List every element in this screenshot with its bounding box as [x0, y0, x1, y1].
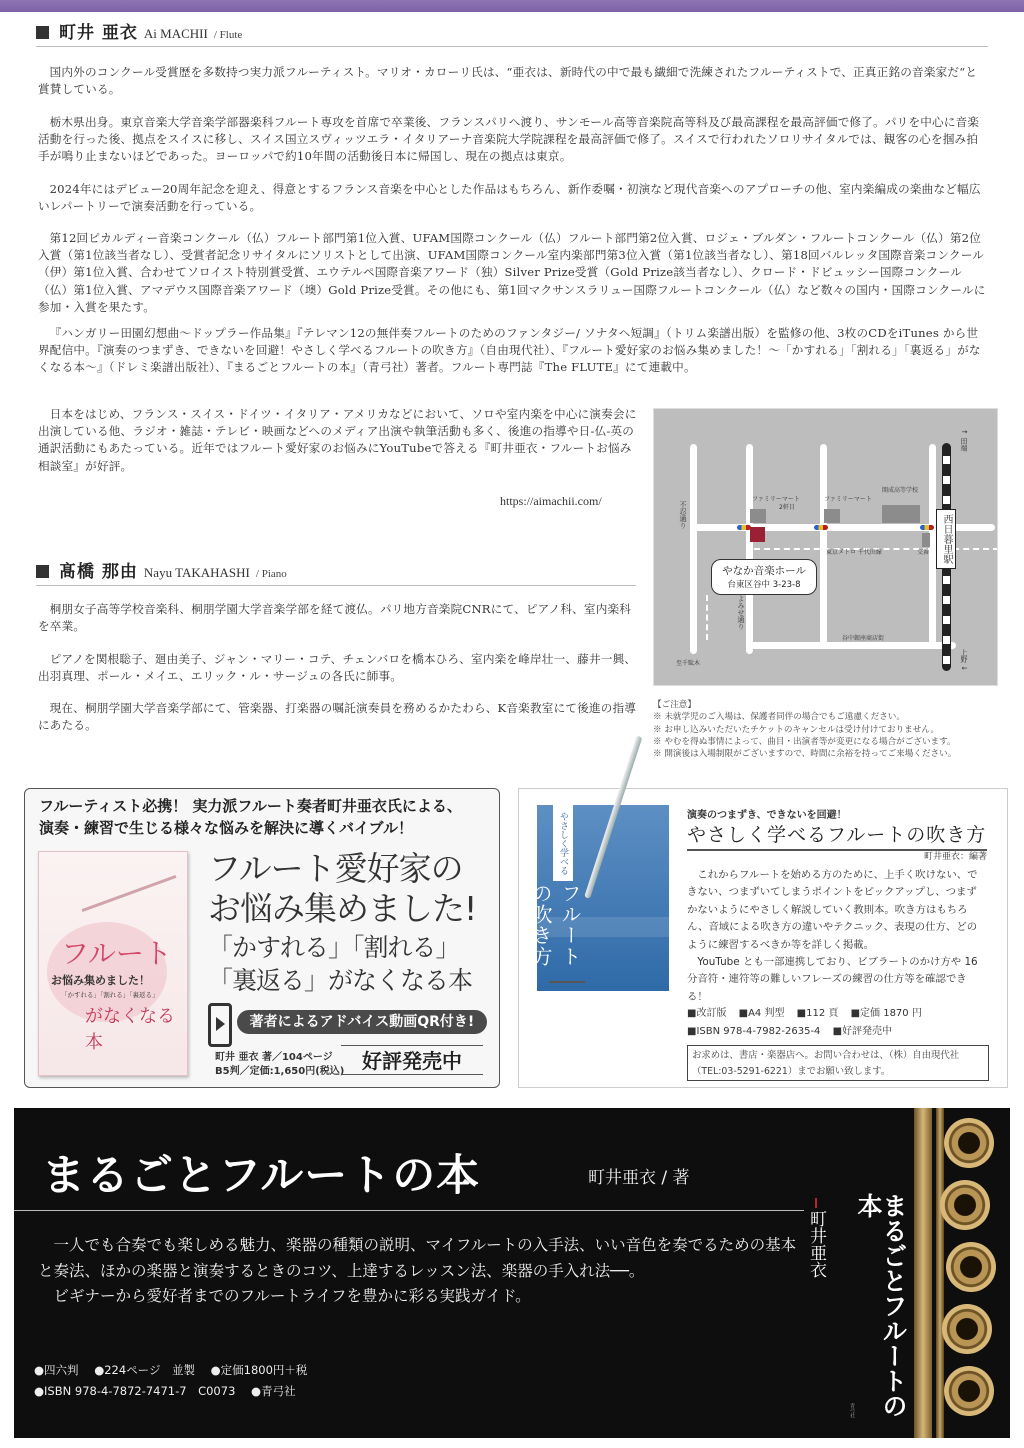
flute-key [946, 1242, 996, 1292]
top-accent-band [0, 0, 1024, 12]
bio-paragraph: 2024年にはデビュー20周年記念を迎え、得意とするフランス音楽を中心とした作品はもちろん、新作委嘱・初演など現代音楽へのアプローチの他、室内楽編成の楽曲など幅広いレパートリーで演奏活動を行っている。 [38, 182, 981, 214]
building-police [922, 533, 930, 547]
cover-tail: がなくなる 本 [85, 1006, 175, 1053]
map-label: ファミリーマート [752, 496, 800, 503]
bio-paragraph: 桐朋女子高等学校音楽科、桐朋学園大学音楽学部を経て渡仏。パリ地方音楽院CNRにて、ピアノ科、室内楽科を卒業。 [38, 602, 632, 634]
notice-item: ※ 未就学児のご入場は、保護者同伴の場合でもご遠慮ください。 [653, 712, 905, 723]
smartphone-video-icon [208, 1003, 232, 1047]
ad-headline-line: フルート愛好家の [208, 849, 463, 888]
flute-key [944, 1118, 994, 1168]
book-cover-onayami [38, 851, 188, 1076]
road-yomise [746, 444, 753, 654]
notice-item: ※ 開演後は入場制限がございますので、時間に余裕を持ってご来場ください。 [653, 749, 957, 760]
cover-title: フルート [61, 937, 172, 970]
venue-address: 台東区谷中 3-23-8 [727, 580, 801, 590]
ad-book-specs [687, 1005, 931, 1040]
spec-item: ■A4 判型 [738, 1008, 785, 1019]
ad-book-author: 町井亜衣：編著 [923, 852, 987, 862]
map-label: ↑ 田端 [960, 429, 968, 452]
ad-yasashiku-book [518, 788, 1008, 1088]
road-fushimi [690, 444, 697, 654]
play-icon [216, 1017, 225, 1031]
cover-small: 「かすれる」「割れる」「裏返る」 [61, 991, 159, 999]
profile-name-jp: 髙橋 那由 [59, 562, 138, 582]
cover-ribbon: やさしく学べる [553, 805, 573, 881]
spec-item: ●青弓社 [251, 1384, 296, 1398]
map-label: 2軒目 [779, 504, 795, 511]
contact-line: （TEL:03-5291-6221）までお願い致します。 [692, 1066, 891, 1077]
ad-book-description [687, 867, 987, 1006]
flute-key [944, 1366, 994, 1416]
book-meta-line: B5判／定価:1,650円(税込) [215, 1066, 345, 1077]
flute-key [942, 1304, 992, 1354]
ad-headline-line: お悩み集めました! [208, 889, 477, 928]
profile-name-en: Ai MACHII [143, 26, 208, 41]
bio-paragraph: 現在、桐朋学園大学音楽学部にて、管楽器、打楽器の嘱託演奏員を務めるかたわら、K音楽教室にて後進の指導にあたる。 [38, 701, 637, 733]
notice-title: 【ご注意】 [653, 700, 696, 710]
building-familymart-2 [824, 509, 840, 523]
spec-item: ●ISBN 978-4-7872-7471-7 C0073 [34, 1384, 236, 1398]
cover-subtitle: お悩み集めました！ [51, 974, 150, 987]
flute-key [940, 1180, 990, 1230]
desc-paragraph: ビギナーから愛好者までのフルートライフを豊かに彩る実践ガイド。 [53, 1287, 531, 1305]
contact-box [687, 1045, 989, 1081]
book-meta [215, 1051, 344, 1079]
ad-sub-line: 「裏返る」がなくなる本 [208, 966, 473, 995]
square-bullet-icon [36, 26, 49, 39]
ad-subheadline [208, 931, 472, 997]
bio-paragraph: 『ハンガリー田園幻想曲～ドップラー作品集』『テレマン12の無伴奏フルートのためのファンタジー/ ソナタヘ短調』（トリム楽譜出版）を監修の他、3枚のCDをiTunes から世界配信中。『演奏のつまずき、できないを回避！やさしく学べるフルートの吹き方』（自由現代社）、『フルート愛好家のお悩み集めました！～「かすれる」「割れる」「裏返る」がなくなる本～』（ドレミ楽譜出版社）、『まるごとフルートの本』（青弓社）著者。フルート専門誌『The FLUTE』にて連載中。 [38, 326, 981, 375]
ad-tagline-line: フルーティスト必携！ 実力派フルート奏者町井亜衣氏による、 [39, 797, 462, 815]
map-label: 至千駄木 [676, 660, 701, 667]
profile-heading-flute [36, 18, 988, 47]
profile-name-jp: 町井 亜衣 [59, 23, 138, 43]
spec-item: ■ISBN 978-4-7982-2635-4 [687, 1025, 821, 1037]
book-title: まるごとフルートの本 [42, 1151, 481, 1201]
spec-item: ■改訂版 [687, 1008, 727, 1019]
book-author: 町井亜衣 / 著 [588, 1168, 690, 1188]
venue-marker [750, 527, 765, 542]
artist-website-link[interactable]: https://aimachii.com/ [500, 494, 602, 508]
venue-map [653, 408, 998, 686]
flute-photo [904, 1108, 1010, 1438]
notice-item: ※ お申し込みいただいたチケットのキャンセルは受け付けておりません。 [653, 724, 940, 735]
cover-title: フルートの吹き方 [549, 883, 585, 983]
profile-role: / Flute [213, 29, 243, 41]
map-label: 上野 ↓ [960, 649, 968, 672]
map-label: 開成高等学校 [882, 487, 919, 494]
desc-paragraph: これからフルートを始める方のために、上手く吹けない、できない、つまずいてしまうポイントをピックアップし、つまずかないようにやさしく解説していく教則本。吹き方はもちろん、音域による吹き方の違いやテクニック、表現の仕方、どのように練習するべきか等を詳しく掲載。 [687, 869, 978, 951]
qr-video-badge: 著者によるアドバイス動画QR付き! [237, 1010, 487, 1034]
traffic-signal-icon [737, 525, 751, 530]
map-label: 谷中銀座商店街 [842, 635, 885, 642]
road-yanaka-ginza [746, 642, 956, 649]
map-label: 不忍通り [679, 501, 687, 529]
cover-title: まるごとフルートの本 [854, 1193, 908, 1418]
spec-item: ■112 頁 [796, 1008, 839, 1019]
on-sale-badge: 好評発売中 [341, 1045, 483, 1075]
book-specs [34, 1360, 319, 1402]
desc-paragraph: 一人でも合奏でも楽しめる魅力、楽器の種類の説明、マイフルートの入手法、いい音色を奏でるための基本と奏法、ほかの楽器と演奏するときのコツ、上達するレッスン法、楽器の手入れ法──。 [38, 1236, 797, 1280]
ad-tagline-line: 演奏・練習で生じる様々な悩みを解決に導くバイブル！ [39, 819, 413, 837]
profile-name-en: Nayu TAKAHASHI [143, 565, 250, 580]
map-label: 交番 [917, 549, 930, 556]
spec-item: ■好評発売中 [832, 1025, 893, 1037]
ad-sub-line: 「かすれる」「割れる」 [208, 933, 460, 962]
book-meta-line: 町井 亜衣 著／104ページ [215, 1052, 333, 1063]
map-label: ファミリーマート [824, 496, 872, 503]
bio-paragraph: 日本をはじめ、フランス・スイス・ドイツ・イタリア・アメリカなどにおいて、ソロや室内楽を中心に演奏会に出演している他、ラジオ・雑誌・テレビ・映画などへのメディア出演や執筆活動も多く、後進の指導や日-仏-英の通訳活動にもあたっている。近年ではフルート愛好家のお悩みにYouTubeで答える『町井亜衣・フルートお悩み相談室』が好評。 [38, 407, 637, 473]
book-cover-yasashiku [529, 805, 669, 991]
ad-headline [208, 849, 476, 929]
flute-tube [914, 1108, 932, 1438]
building-school [882, 505, 920, 523]
flute-illustration [82, 875, 177, 912]
station-label: 西日暮里駅 [936, 509, 956, 569]
book-description [38, 1233, 808, 1310]
flute-illustration [584, 735, 642, 899]
map-label: 東京メトロ 千代田線 [826, 549, 882, 556]
bio-paragraph: 栃木県出身。東京音楽大学音楽学部器楽科フルート専攻を首席で卒業後、フランスパリへ渡り、サンモール高等音楽院高等科及び最高課程を最高評価で修了。パリを中心に音楽活動を行った後、拠点をスイスに移し、スイス国立スヴィッツエラ・イタリアーナ音楽院大学院課程を最高評価で修了。スイスで行われたソロリサイタルでは、観客の心を掴み拍手が鳴り止まないほどであった。ヨーロッパで約10年間の活動後日本に帰国し、現在の拠点は東京。 [38, 115, 980, 164]
bio-paragraph: ピアノを関根聡子、廻由美子、ジャン・マリー・コテ、チェンバロを橋本ひろ、室内楽を峰岸壮一、藤井一興、出羽真理、ポール・メイエ、エリック・ル・サージュの各氏に師事。 [38, 652, 637, 684]
ad-tagline: 演奏のつまずき、できないを回避！ [687, 810, 847, 821]
profile-role: / Piano [255, 568, 287, 580]
notice-block [653, 699, 956, 760]
desc-paragraph: YouTube とも一部連携しており、ビブラートのかけ方や 16 分音符・連符等の難しいフレーズの練習の仕方等を確認できる！ [687, 956, 978, 1003]
notice-item: ※ やむを得ぬ事情によって、曲目・出演者等が変更になる場合がございます。 [653, 736, 956, 747]
spec-item: ■定価 1870 円 [850, 1008, 922, 1019]
venue-callout [711, 559, 817, 595]
road [929, 444, 936, 644]
map-label: よみせ通り [737, 595, 745, 630]
cover-publisher: 青弓社 [849, 1403, 855, 1418]
bio-paragraph: 国内外のコンクール受賞歴を多数持つ実力派フルーティスト。マリオ・カローリ氏は、“亜衣は、新時代の中で最も繊細で洗練されたフルーティストで、正真正銘の音楽家だ“と賞賛している。 [38, 65, 978, 97]
traffic-signal-icon [920, 525, 934, 530]
traffic-signal-icon [814, 525, 828, 530]
ad-book-title: やさしく学べるフルートの吹き方 [687, 820, 987, 851]
bio-paragraph: 第12回ピカルディー音楽コンクール（仏）フルート部門第1位入賞、UFAM国際コンクール（仏）フルート部門第2位入賞、ロジェ・ブルダン・フルートコンクール（仏）第2位入賞（第1位該当者なし）、受賞者記念リサイタルにソリストとして出演、UFAM国際コンクール室内楽部門第3位入賞（第1位該当者なし）、第18回バルレッタ国際音楽コンクール（伊）第1位入賞、合わせてソロイスト特別賞受賞、エウテルペ国際音楽アワード（独）Silver Prize受賞（Gold Prize該当者なし）、クロード・ドビュッシー国際コンクール（仏）第1位入賞、アマデウス国際音楽アワード（墺）Gold Prize受賞。その他にも、第1回マクサンスラリュー国際フルートコンクール（仏）など数々の国内・国際コンクールに参加・入賞を果たす。 [38, 231, 986, 314]
spec-item: ●定価1800円＋税 [210, 1363, 308, 1377]
flute-rod [936, 1108, 944, 1438]
profile-heading-piano [36, 557, 636, 586]
building-familymart-1 [750, 509, 766, 523]
divider [14, 1210, 804, 1211]
ad-tagline [39, 795, 462, 839]
spec-item: ●四六判 [34, 1363, 79, 1377]
venue-name: やなか音楽ホール [722, 565, 806, 577]
cover-author: 町井亜衣 [804, 1196, 829, 1278]
contact-line: お求めは、書店・楽器店へ。お問い合わせは、（株）自由現代社 [692, 1050, 960, 1061]
square-bullet-icon [36, 565, 49, 578]
book-marugoto-panel [14, 1108, 1010, 1438]
road [820, 444, 827, 644]
ad-onayami-book [24, 788, 500, 1088]
metro-line-branch [706, 595, 708, 640]
spec-item: ●224ページ 並製 [94, 1363, 195, 1377]
